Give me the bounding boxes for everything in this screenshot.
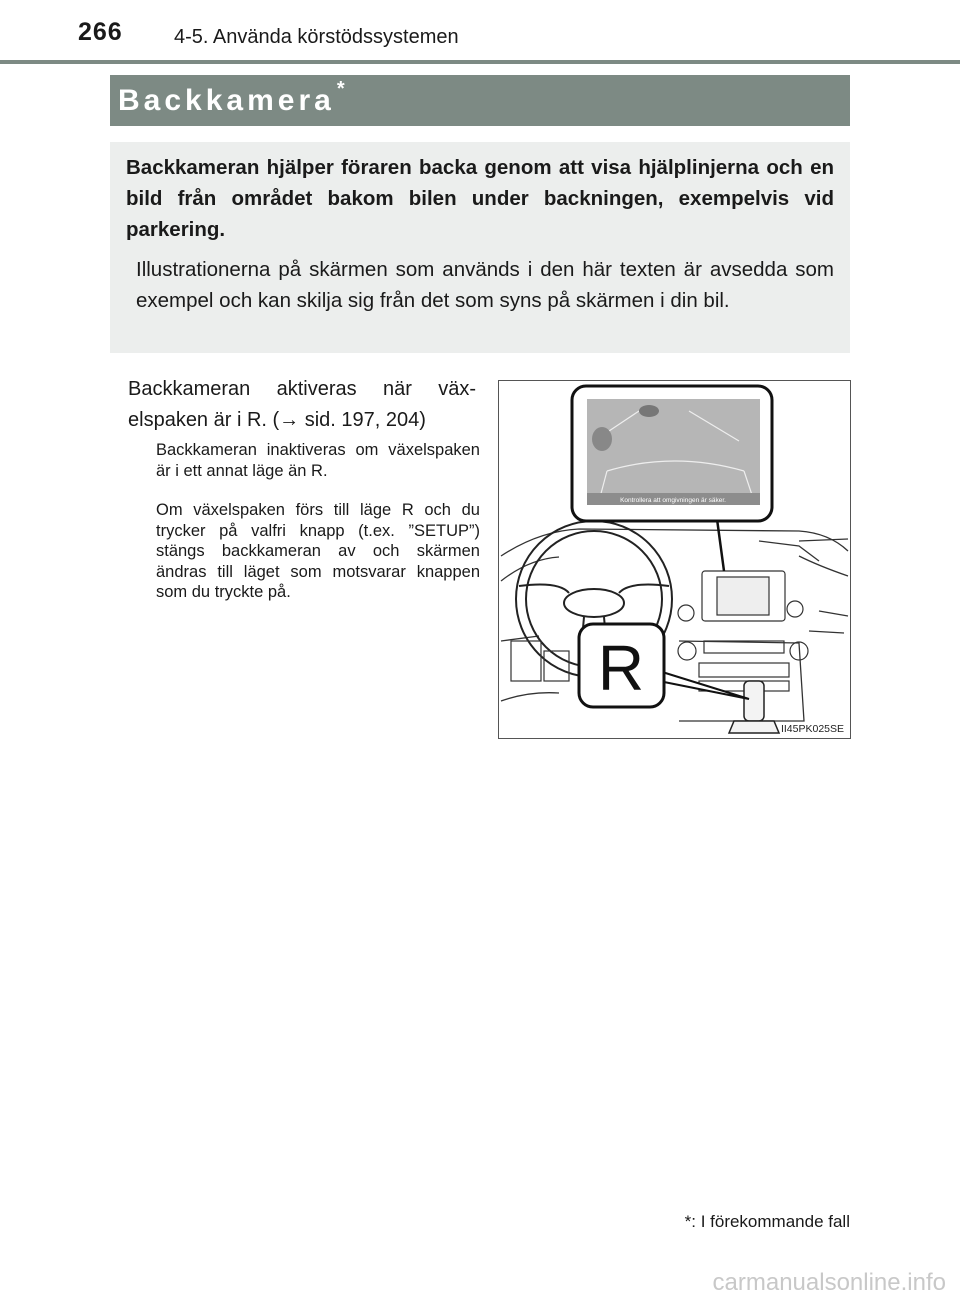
footnote-star: *	[684, 1212, 692, 1231]
rear-camera-illustration	[498, 380, 851, 739]
setup-button-text: Om växelspaken förs till läge R och du trycker på valfri knapp (t.ex. ”SETUP”) stängs backkameran av och skärmen ändras till läget som motsvarar knappen som du tryckte på.	[156, 501, 480, 601]
gear-lever	[729, 681, 779, 733]
optional-equipment-star: *	[336, 78, 349, 100]
deactivation-text: Backkameran inaktiveras om växelspaken är i ett annat läge än R.	[156, 441, 480, 480]
activation-text: Backkameran aktiveras när växelspaken är i R. (→ sid. 197, 204)	[128, 378, 476, 431]
intro-note: Illustrationerna på skärmen som används i den här texten är avsedda som exempel och kan skilja sig från det som syns på skärmen i din bil.	[136, 258, 834, 312]
intro-box	[110, 142, 850, 353]
header-divider	[0, 60, 960, 64]
footnote-text: : I förekommande fall	[691, 1212, 850, 1231]
reverse-gear-letter: R	[597, 632, 645, 704]
section-title	[118, 78, 349, 118]
page-number: 266	[78, 18, 123, 46]
dashboard-lines	[501, 529, 848, 721]
watermark: carmanualsonline.info	[712, 1269, 946, 1296]
center-console	[511, 539, 848, 691]
section-title-text: Backkamera	[118, 84, 335, 117]
dashboard-drawing	[499, 381, 850, 738]
section-header	[110, 75, 850, 126]
illustration-code: II45PK025SE	[780, 723, 844, 735]
reverse-gear-callout	[579, 624, 749, 707]
intro-summary: Backkameran hjälper föraren backa genom att visa hjälplinjerna och en bild från området bakom bilen under backningen, exempelvis vid parkering.	[126, 156, 834, 241]
camera-screen-callout	[572, 386, 772, 571]
screen-warning-text: Kontrollera att omgivningen är säker.	[620, 497, 726, 504]
chapter-title: 4-5. Använda körstödssystemen	[174, 26, 459, 48]
footnote	[685, 1212, 850, 1232]
